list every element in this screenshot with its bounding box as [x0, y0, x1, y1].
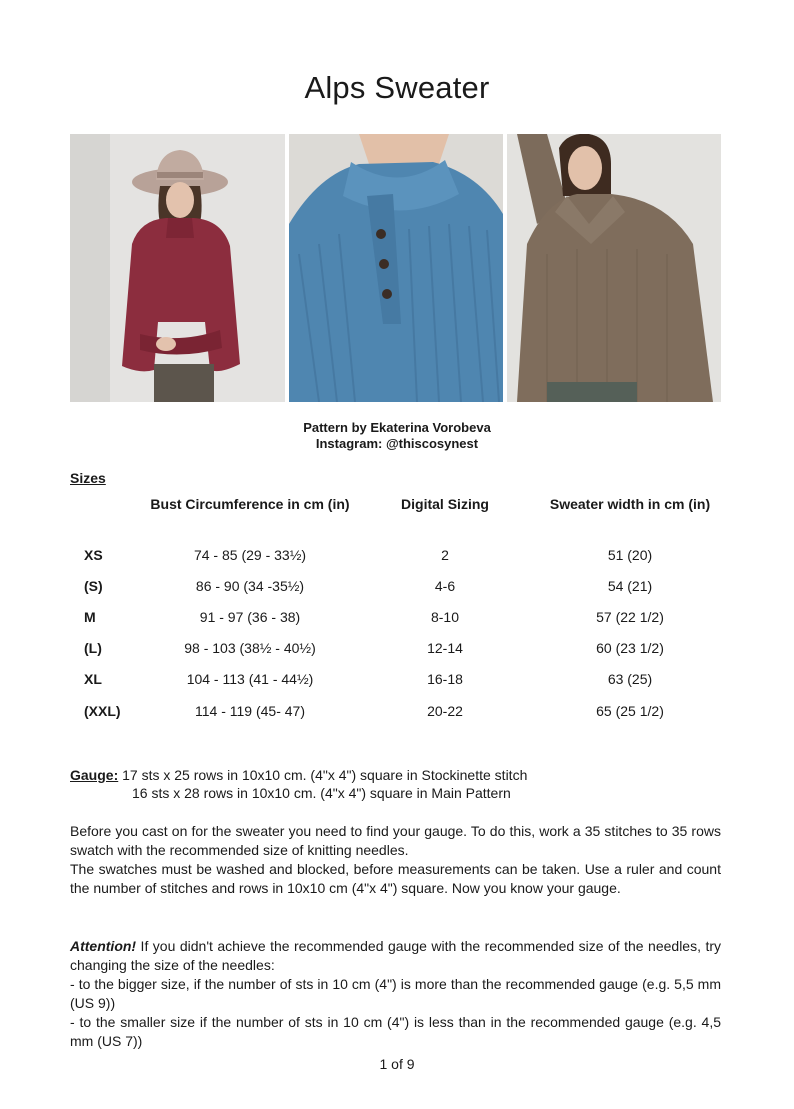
size-label: (S): [84, 578, 103, 594]
bust-value: 98 - 103 (38½ - 40½): [184, 640, 316, 656]
attention-bullet-smaller: - to the smaller size if the number of sts in 10 cm (4") is less than in the recommended gauge (e.g. 4,5 mm (US 7)): [70, 1014, 721, 1049]
digital-value: 2: [441, 547, 449, 563]
size-label: XS: [84, 547, 103, 563]
width-value: 51 (20): [607, 547, 653, 563]
header-digital-sizing: Digital Sizing: [401, 496, 489, 512]
photo-blue-sweater: [289, 134, 503, 402]
photo-brown-sweater: [507, 134, 721, 402]
paragraph-swatch: Before you cast on for the sweater you need to find your gauge. To do this, work a 35 stitches to 35 rows swatch with the recommended size of knitting needles.: [70, 823, 721, 858]
gauge-line-1: 17 sts x 25 rows in 10x10 cm. (4"x 4") square in Stockinette stitch: [122, 767, 528, 783]
width-value: 57 (22 1/2): [596, 609, 664, 625]
gauge-label: Gauge:: [70, 767, 119, 783]
attention-note: [70, 937, 721, 1051]
bust-value: 104 - 113 (41 - 44½): [186, 671, 314, 687]
attention-label: Attention!: [70, 938, 137, 954]
page-title: Alps Sweater: [304, 70, 490, 105]
pattern-byline: [0, 420, 794, 452]
width-value: 60 (23 1/2): [596, 640, 664, 656]
author-line: Pattern by Ekaterina Vorobeva: [303, 420, 491, 435]
gauge-line-2: 16 sts x 28 rows in 10x10 cm. (4"x 4") square in Main Pattern: [132, 785, 511, 801]
instagram-line: Instagram: @thiscosynest: [315, 436, 479, 451]
attention-text: If you didn't achieve the recommended gauge with the recommended size of the needles, try changing the size of the needles:: [70, 938, 721, 973]
width-value: 54 (21): [607, 578, 653, 594]
gauge-instructions: [70, 822, 721, 898]
digital-value: 12-14: [427, 640, 463, 656]
bust-value: 86 - 90 (34 -35½): [195, 578, 305, 594]
size-label: M: [84, 609, 96, 625]
bust-value: 114 - 119 (45- 47): [195, 703, 305, 719]
width-value: 65 (25 1/2): [596, 703, 664, 719]
sizes-heading: Sizes: [70, 470, 106, 486]
attention-bullet-bigger: - to the bigger size, if the number of sts in 10 cm (4") is more than the recommended gauge (e.g. 5,5 mm (US 9)): [70, 976, 721, 1011]
size-label: (L): [84, 640, 102, 656]
digital-value: 20-22: [427, 703, 463, 719]
gauge-section: [70, 766, 527, 802]
bust-value: 74 - 85 (29 - 33½): [193, 547, 307, 563]
header-bust-circumference: Bust Circumference in cm (in): [150, 496, 350, 512]
digital-value: 8-10: [430, 609, 460, 625]
paragraph-blocking: The swatches must be washed and blocked, before measurements can be taken. Use a ruler and count the number of stitches and rows in 10x10 cm (4"x 4") square. Now you know your gauge.: [70, 861, 721, 896]
page-number: 1 of 9: [379, 1056, 415, 1072]
size-label: (XXL): [84, 703, 121, 719]
size-label: XL: [84, 671, 102, 687]
bust-value: 91 - 97 (36 - 38): [199, 609, 301, 625]
header-sweater-width: Sweater width in cm (in): [549, 496, 711, 512]
width-value: 63 (25): [607, 671, 653, 687]
digital-value: 4-6: [434, 578, 456, 594]
digital-value: 16-18: [427, 671, 463, 687]
photo-burgundy-sweater: [70, 134, 285, 402]
